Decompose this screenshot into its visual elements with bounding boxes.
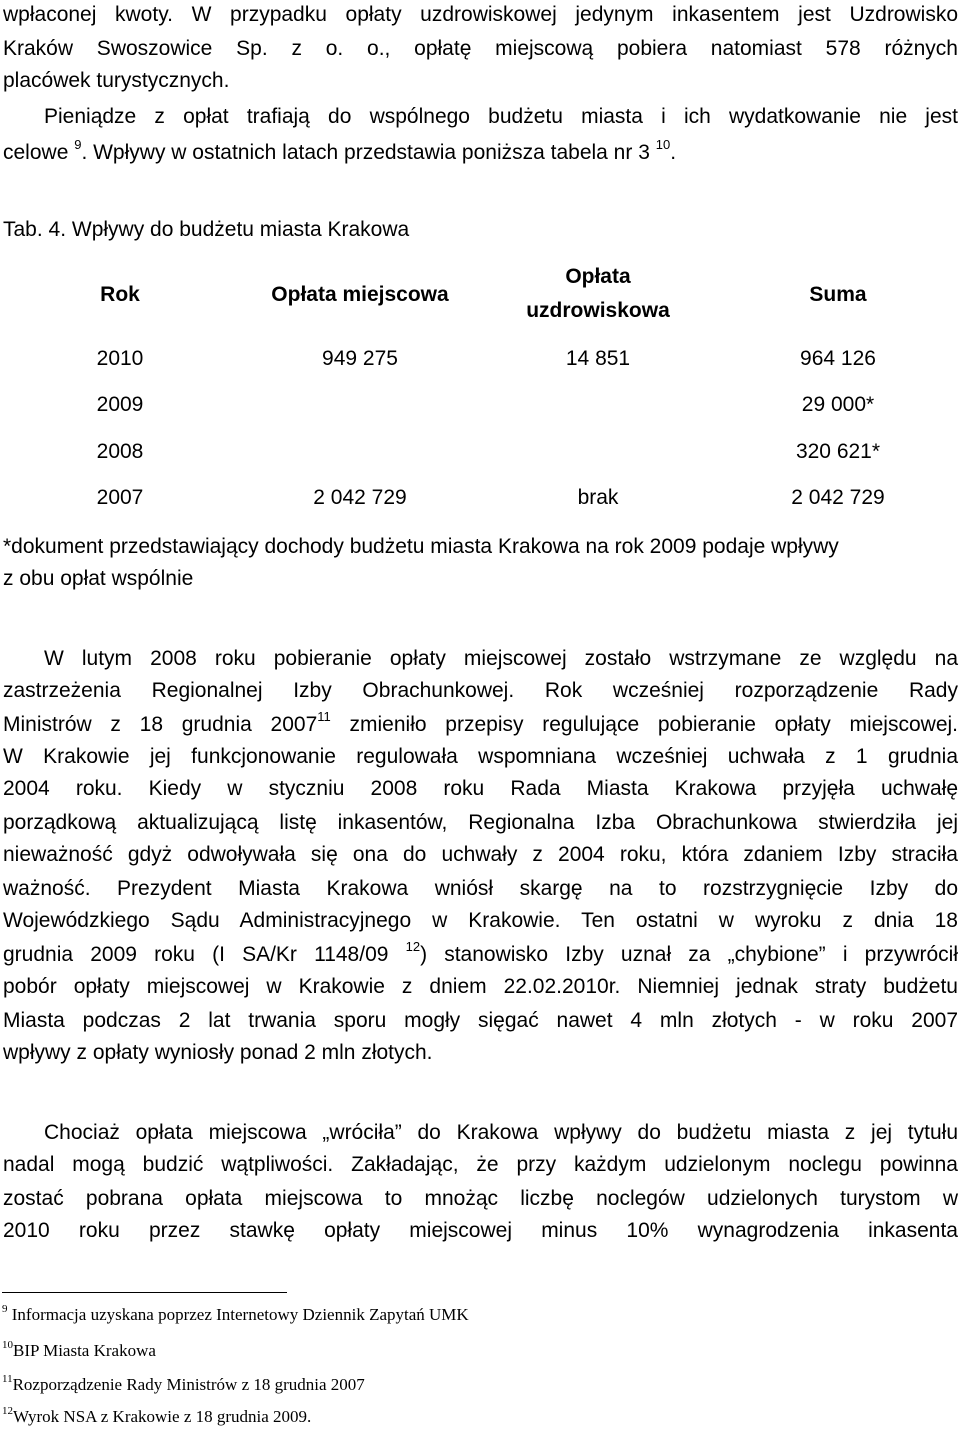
text-span: zmieniło przepisy regulujące pobieranie opłaty miejscowej. [330,713,958,736]
footnote-ref[interactable]: 9 [74,137,82,152]
text-span: . [670,141,677,164]
text-span: grudnia 2009 roku (I SA/Kr 1148/09 [3,943,406,966]
table-cell-suma: 29 000* [801,393,875,416]
paragraph-line [3,137,677,166]
text-span: ) stanowisko Izby uznał za „chybione” i przywrócił [420,943,958,966]
footnote-ref[interactable]: 10 [655,137,671,152]
footnote [2,1374,365,1396]
table-header-miejscowa: Opłata miejscowa [271,283,449,306]
footnote-ref[interactable]: 12 [405,939,421,954]
table-cell-miejscowa: 2 042 729 [313,486,407,509]
paragraph-line [3,939,958,968]
footnote-separator [2,1292,287,1293]
table-cell-uzdrowiskowa: 14 851 [565,347,631,370]
paragraph-line: nieważność gdyż odwoływała się ona do uchwały z 2004 roku, która zdaniem Izby straciła [3,843,958,866]
paragraph-line: zastrzeżenia Regionalnej Izby Obrachunkowej. Rok wcześniej rozporządzenie Rady [3,679,958,702]
table-cell-suma: 964 126 [800,347,876,370]
paragraph-line: Miasta podczas 2 lat trwania sporu mogły sięgać nawet 4 mln złotych - w roku 2007 [3,1009,958,1032]
paragraph-line: Wojewódzkiego Sądu Administracyjnego w Krakowie. Ten ostatni w wyroku z dnia 18 [3,909,958,932]
paragraph-line: 2010 roku przez stawkę opłaty miejscowej minus 10% wynagrodzenia inkasenta [3,1219,958,1242]
footnote-text: Rozporządzenie Rady Ministrów z 18 grudnia 2007 [12,1375,365,1394]
paragraph-line: wpływy z opłaty wyniosły ponad 2 mln złotych. [3,1041,433,1064]
table-cell-rok: 2008 [96,440,144,463]
footnote-text: BIP Miasta Krakowa [13,1341,156,1360]
paragraph-line: W lutym 2008 roku pobieranie opłaty miejscowej zostało wstrzymane ze względu na [44,647,958,670]
paragraph-line: porządkową aktualizującą listę inkasentów, Regionalna Izba Obrachunkowa stwierdziła jej [3,811,958,834]
table-header-suma: Suma [809,283,867,306]
table-cell-rok: 2009 [96,393,144,416]
paragraph-line: W Krakowie jej funkcjonowanie regulowała wspomniana wcześniej uchwała z 1 grudnia [3,745,958,768]
paragraph-line [3,709,958,738]
table-header-uzdrowiskowa-l2: uzdrowiskowa [526,299,670,322]
footnote [2,1406,311,1428]
paragraph-line: placówek turystycznych. [3,69,230,92]
footnote-number: 10 [2,1339,13,1351]
table-cell-miejscowa: 949 275 [322,347,398,370]
table-cell-suma: 2 042 729 [791,486,885,509]
paragraph-line: Chociaż opłata miejscowa „wróciła” do Krakowa wpływy do budżetu miasta z jej tytułu [44,1121,958,1144]
paragraph-line: ważność. Prezydent Miasta Krakowa wniósł skargę na to rozstrzygnięcie Izby do [3,877,958,900]
table-cell-rok: 2010 [96,347,144,370]
footnote [2,1304,469,1326]
footnote-ref[interactable]: 11 [317,709,331,724]
text-span: celowe [3,141,75,164]
paragraph-line: wpłaconej kwoty. W przypadku opłaty uzdrowiskowej jedynym inkasentem jest Uzdrowisko [3,3,958,26]
paragraph-line: pobór opłaty miejscowej w Krakowie z dniem 22.02.2010r. Niemniej jednak straty budżetu [3,975,958,998]
table-cell-uzdrowiskowa: brak [577,486,619,509]
table-header-rok: Rok [100,283,140,306]
paragraph-line: 2004 roku. Kiedy w styczniu 2008 roku Rada Miasta Krakowa przyjęła uchwałę [3,777,958,800]
table-note: *dokument przedstawiający dochody budżetu miasta Krakowa na rok 2009 podaje wpływy [3,535,839,558]
footnote-text: Informacja uzyskana poprzez Internetowy Dziennik Zapytań UMK [7,1305,469,1324]
text-span: . Wpływy w ostatnich latach przedstawia poniższa tabela nr 3 [81,141,656,164]
footnote-text: Wyrok NSA z Krakowie z 18 grudnia 2009. [13,1407,312,1426]
table-header-uzdrowiskowa-l1: Opłata [565,265,631,288]
text-span: Ministrów z 18 grudnia 2007 [3,713,318,736]
paragraph-line: zostać pobrana opłata miejscowa to mnożąc liczbę noclegów udzielonych turystom w [3,1187,958,1210]
table-note: z obu opłat wspólnie [3,567,194,590]
table-caption: Tab. 4. Wpływy do budżetu miasta Krakowa [3,218,410,241]
paragraph-line: nadal mogą budzić wątpliwości. Zakładając, że przy każdym udzielonym noclegu powinna [3,1153,958,1176]
footnote-number: 9 [2,1303,8,1315]
table-cell-suma: 320 621* [795,440,881,463]
footnote-number: 11 [2,1373,13,1385]
paragraph-line: Pieniądze z opłat trafiają do wspólnego budżetu miasta i ich wydatkowanie nie jest [44,105,958,128]
footnote [2,1340,156,1362]
table-cell-rok: 2007 [96,486,144,509]
paragraph-line: Kraków Swoszowice Sp. z o. o., opłatę miejscową pobiera natomiast 578 różnych [3,37,958,60]
footnote-number: 12 [2,1405,13,1417]
